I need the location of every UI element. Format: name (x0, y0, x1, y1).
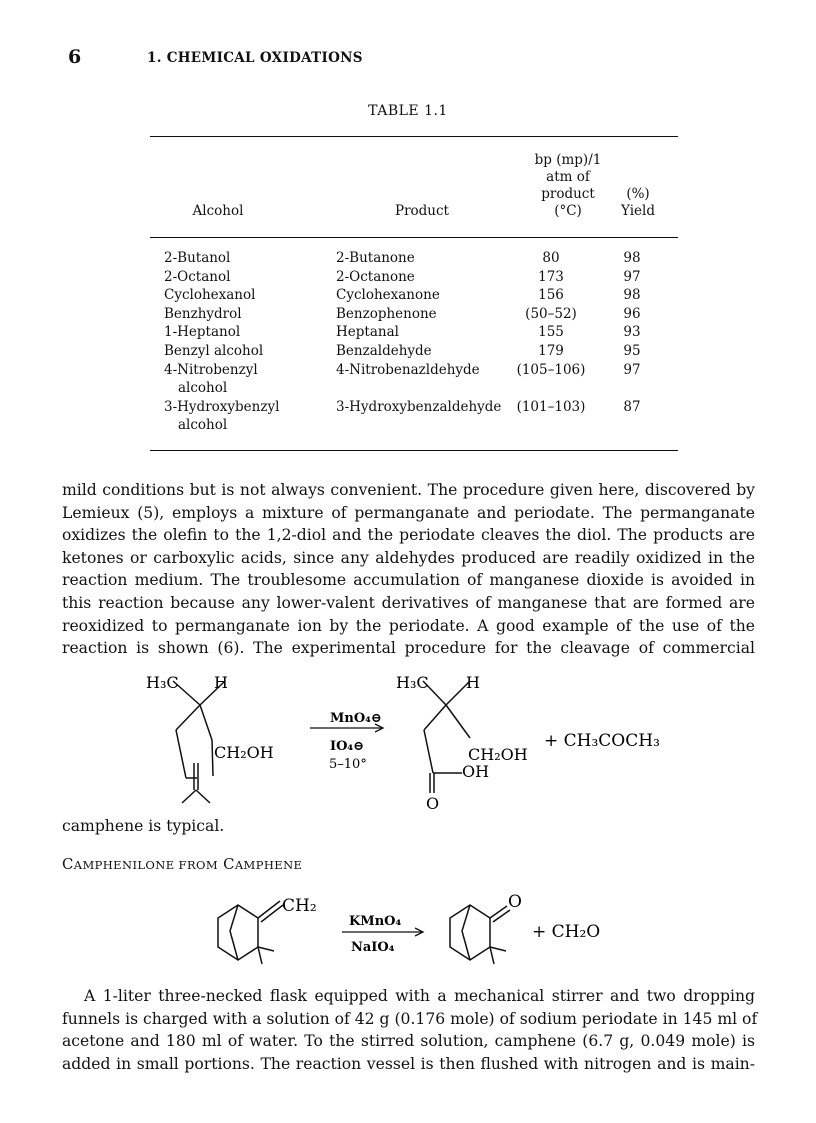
cell-alcohol: 2-Octanol (164, 268, 231, 285)
header-yield (612, 186, 664, 220)
cell-alcohol-continued: alcohol (178, 380, 228, 397)
coproduct-acetone: + CH₃COCH₃ (544, 731, 660, 751)
cell-product: Heptanal (336, 324, 399, 341)
cell-yield: 93 (623, 324, 641, 341)
camphenilone-structure (450, 905, 510, 964)
bond (424, 730, 433, 773)
cell-bp: 80 (542, 250, 560, 266)
text-line: ketones or carboxylic acids, since any aldehydes produced are readily oxidized in the (62, 548, 755, 567)
bridge (462, 905, 470, 960)
bond (424, 705, 446, 730)
product-label-oxygen: O (426, 794, 440, 810)
cell-bp: (101–103) (516, 398, 586, 415)
methyl-bond (490, 947, 506, 951)
cell-product: Benzaldehyde (336, 342, 432, 359)
header-yield-line: Yield (621, 203, 655, 219)
cell-bp: (50–52) (525, 305, 577, 322)
cell-alcohol-continued: alcohol (178, 417, 228, 434)
cell-yield: 87 (623, 398, 641, 415)
text-line: acetone and 180 ml of water. To the stirred solution, camphene (6.7 g, 0.049 mole) is (62, 1032, 755, 1051)
bond (212, 740, 213, 776)
carbonyl-bond (490, 906, 507, 918)
cell-product: Benzophenone (336, 305, 437, 322)
camphene-structure (218, 901, 283, 964)
bond (176, 730, 186, 778)
text-line: A 1-liter three-necked flask equipped with a mechanical stirrer and two dropping (84, 987, 755, 1005)
header-product: Product (395, 203, 449, 219)
heading-initial: C (223, 856, 235, 873)
running-head: 1. CHEMICAL OXIDATIONS (147, 50, 363, 66)
reagent-permanganate: MnO₄⊖ (330, 711, 382, 726)
reactant-structure (173, 681, 225, 803)
ring (218, 905, 258, 960)
product-label-ch2oh: CH₂OH (468, 745, 528, 764)
cell-product: Cyclohexanone (336, 287, 440, 304)
paragraph-lemieux (62, 479, 755, 660)
cell-yield: 97 (623, 268, 641, 285)
methyl-bond (258, 947, 274, 951)
text-line: this reaction because any lower-valent derivatives of manganese that are formed are (62, 593, 755, 612)
reaction-conditions: 5–10° (329, 757, 367, 772)
header-yield-line: (%) (626, 186, 650, 202)
reagent-kmno4: KMnO₄ (349, 914, 402, 929)
table-header-rule (150, 237, 678, 238)
cell-product: 2-Butanone (336, 250, 415, 266)
camphene-label-ch2: CH₂ (282, 896, 317, 916)
cell-alcohol: 2-Butanol (164, 250, 231, 266)
table-caption: TABLE 1.1 (368, 103, 448, 119)
header-bp (520, 152, 616, 220)
text-line: reoxidized to permanganate ion by the periodate. A good example of the use of the (62, 616, 755, 635)
cell-bp: 155 (538, 324, 564, 341)
table-body (164, 249, 674, 435)
reactant-label-h: H (214, 673, 228, 692)
header-bp-line: atm of (546, 169, 590, 185)
text-line: reaction is shown (6). The experimental procedure for the cleavage of commercial (62, 639, 755, 658)
cell-yield: 95 (623, 342, 641, 359)
procedure-heading (62, 856, 302, 873)
cell-bp: 179 (538, 342, 564, 359)
text-line: reaction medium. The troublesome accumulation of manganese dioxide is avoided in (62, 571, 755, 590)
reagent-periodate: IO₄⊖ (330, 739, 364, 754)
heading-initial: C (62, 856, 74, 873)
product-label-h: H (466, 673, 480, 692)
bridge (230, 905, 238, 960)
table-top-rule (150, 136, 678, 137)
cell-product: 3-Hydroxybenzaldehyde (336, 398, 502, 415)
table-row (164, 323, 674, 342)
cell-product: 4-Nitrobenazldehyde (336, 361, 480, 378)
paragraph-lemieux-end: camphene is typical. (62, 817, 225, 835)
heading-small-caps: AMPHENE (234, 858, 303, 872)
reagent-naio4: NaIO₄ (351, 940, 395, 955)
reaction-scheme-limonene-cleavage (0, 660, 816, 810)
methyl-bond (490, 947, 494, 964)
paragraph-procedure (62, 985, 758, 1075)
reactant-label-ch2oh: CH₂OH (214, 743, 274, 762)
table-row (164, 286, 674, 305)
cell-alcohol: 1-Heptanol (164, 324, 241, 341)
cell-alcohol: Benzyl alcohol (164, 342, 264, 359)
cell-alcohol: 4-Nitrobenzyl (164, 361, 258, 378)
product-label-oh: OH (462, 762, 490, 781)
cell-alcohol: Cyclohexanol (164, 287, 256, 304)
bond (176, 705, 200, 730)
page-number: 6 (68, 46, 82, 68)
ring (450, 905, 490, 960)
camphenilone-label-oxygen: O (508, 892, 522, 912)
cell-product: 2-Octanone (336, 268, 415, 285)
header-bp-line: product (541, 186, 595, 202)
reactant-label-methyl: H₃C (146, 673, 179, 692)
bond (446, 705, 470, 738)
bond (196, 790, 210, 803)
bond (182, 790, 196, 803)
table-row (164, 249, 674, 268)
cell-bp: 156 (538, 287, 564, 304)
text-line: added in small portions. The reaction vessel is then flushed with nitrogen and is main- (62, 1054, 755, 1073)
table-row (164, 398, 674, 435)
table-row (164, 305, 674, 324)
cell-alcohol: 3-Hydroxybenzyl (164, 398, 280, 415)
cell-alcohol: Benzhydrol (164, 305, 242, 322)
header-alcohol: Alcohol (192, 203, 244, 219)
coproduct-formaldehyde: + CH₂O (532, 922, 601, 942)
text-line: mild conditions but is not always convenient. The procedure given here, discovered by (62, 481, 755, 499)
cell-yield: 98 (623, 250, 641, 266)
heading-small-caps: AMPHENILONE FROM (73, 858, 218, 872)
text-line: Lemieux (5), employs a mixture of permanganate and periodate. The permanganate (62, 503, 755, 522)
text-line: funnels is charged with a solution of 42 g (0.176 mole) of sodium periodate in 145 ml of (62, 1009, 758, 1028)
cell-bp: (105–106) (516, 361, 586, 378)
bond (200, 705, 212, 740)
text-line: oxidizes the olefin to the 1,2-diol and the periodate cleaves the diol. The products are (62, 526, 755, 545)
methyl-bond (258, 947, 262, 964)
cell-yield: 98 (623, 287, 641, 304)
cell-yield: 97 (623, 361, 641, 378)
table-row (164, 342, 674, 361)
header-bp-line: (°C) (554, 203, 582, 219)
header-bp-line: bp (mp)/1 (534, 152, 602, 168)
table-bottom-rule (150, 450, 678, 451)
table-row (164, 268, 674, 287)
product-label-methyl: H₃C (396, 673, 429, 692)
reaction-scheme-camphene (0, 885, 816, 975)
cell-yield: 96 (623, 305, 641, 322)
table-row (164, 361, 674, 398)
cell-bp: 173 (538, 268, 564, 285)
